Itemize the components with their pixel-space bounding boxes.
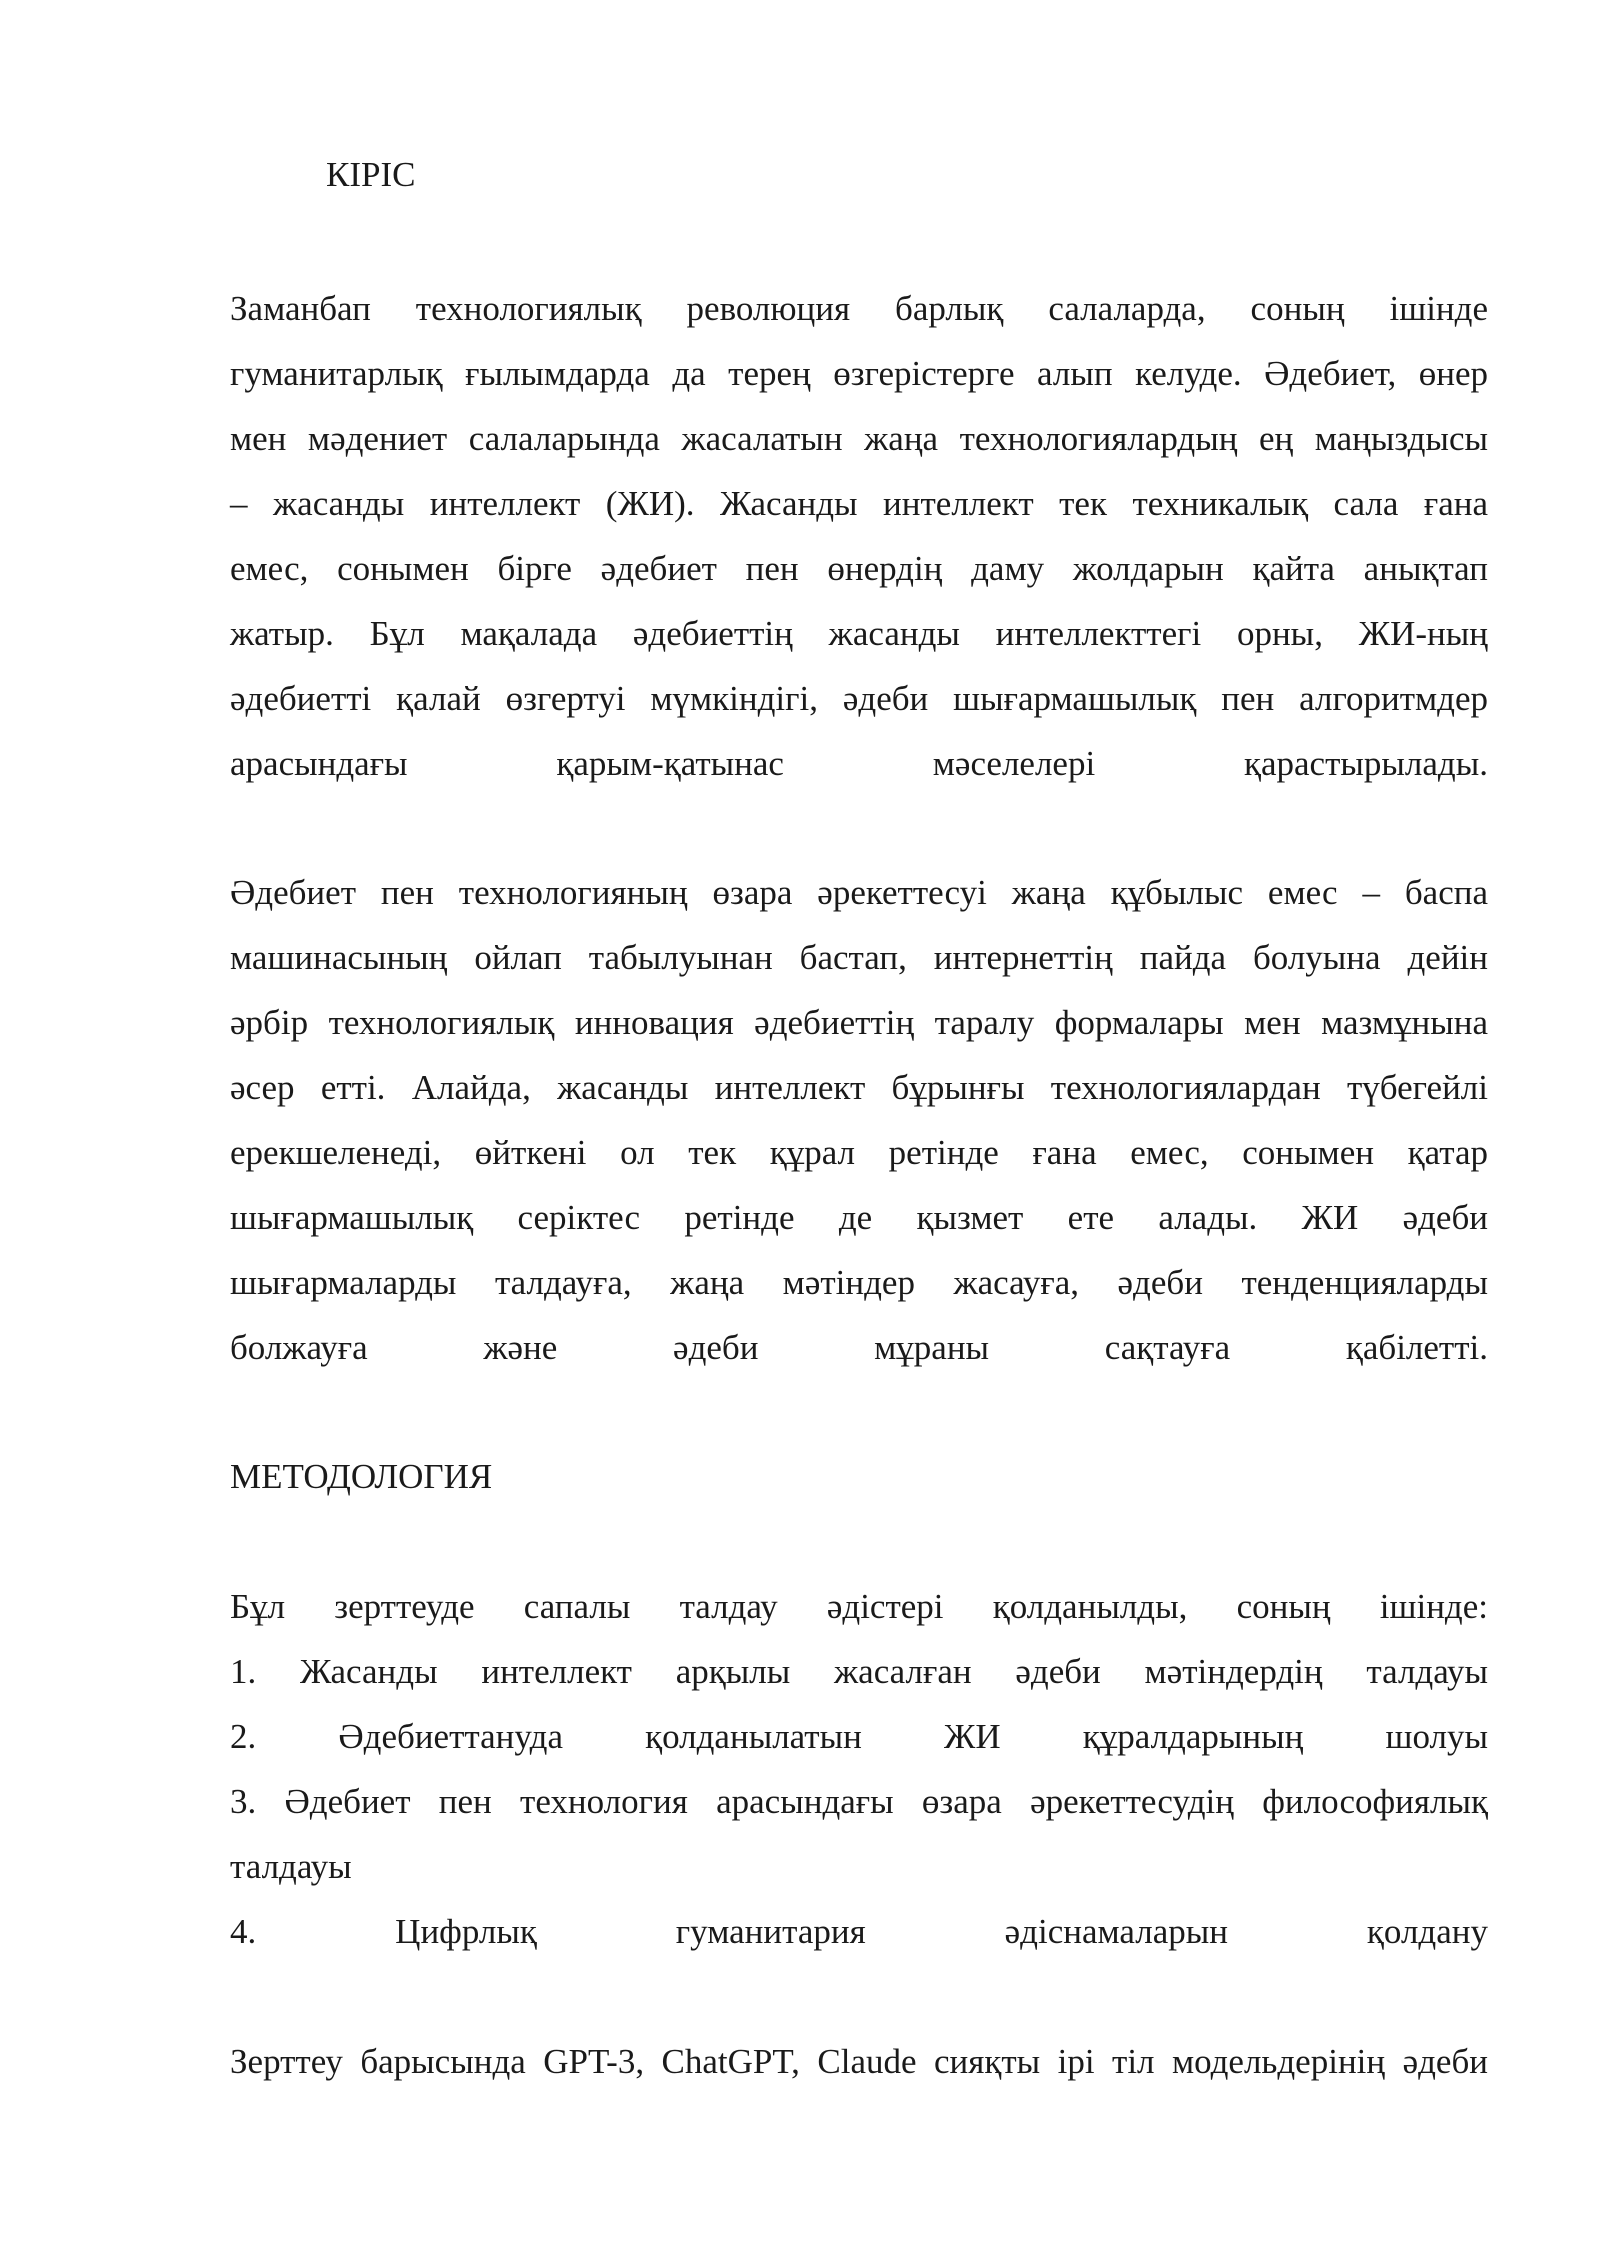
research-paragraph: [230, 2029, 1488, 2094]
methodology-heading: МЕТОДОЛОГИЯ: [230, 1457, 493, 1496]
intro-paragraph-2: [230, 860, 1488, 1380]
list-item: 4. Цифрлық гуманитария әдіснамаларын қолдану: [230, 1912, 1488, 1951]
list-item: 1. Жасанды интеллект арқылы жасалған әдеби мәтіндердің талдауы: [230, 1652, 1488, 1691]
list-item: 3. Әдебиет пен технология арасындағы өзара әрекеттесудің философиялық: [230, 1782, 1488, 1821]
text-line: Әдебиет пен технологияның өзара әрекеттесуі жаңа құбылыс емес – баспа: [230, 873, 1488, 912]
text-line: жатыр. Бұл мақалада әдебиеттің жасанды интеллекттегі орны, ЖИ-ның: [230, 614, 1488, 653]
text-line: шығармаларды талдауға, жаңа мәтіндер жасауға, әдеби тенденцияларды: [230, 1263, 1488, 1302]
text-line: ерекшеленеді, өйткені ол тек құрал ретінде ғана емес, сонымен қатар: [230, 1133, 1488, 1172]
text-line: болжауға және әдеби мұраны сақтауға қабілетті.: [230, 1328, 1488, 1367]
text-line: мен мәдениет салаларында жасалатын жаңа технологиялардың ең маңыздысы: [230, 419, 1488, 458]
text-line: әсер етті. Алайда, жасанды интеллект бұрынғы технологиялардан түбегейлі: [230, 1068, 1488, 1107]
text-line: арасындағы қарым-қатынас мәселелері қарастырылады.: [230, 744, 1488, 783]
list-item-continuation: талдауы: [230, 1847, 352, 1886]
intro-heading: КІРІС: [326, 155, 416, 194]
text-line: гуманитарлық ғылымдарда да терең өзгерістерге алып келуде. Әдебиет, өнер: [230, 354, 1488, 393]
intro-paragraph-1: [230, 276, 1488, 796]
list-item: 2. Әдебиеттануда қолданылатын ЖИ құралдарының шолуы: [230, 1717, 1488, 1756]
text-line: шығармашылық серіктес ретінде де қызмет ете алады. ЖИ әдеби: [230, 1198, 1488, 1237]
text-line: Заманбап технологиялық революция барлық салаларда, соның ішінде: [230, 289, 1488, 328]
text-line: Зерттеу барысында GPT-3, ChatGPT, Claude сияқты ірі тіл модельдерінің әдеби: [230, 2042, 1488, 2081]
text-line: әдебиетті қалай өзгертуі мүмкіндігі, әдеби шығармашылық пен алгоритмдер: [230, 679, 1488, 718]
text-line: әрбір технологиялық инновация әдебиеттің таралу формалары мен мазмұнына: [230, 1003, 1488, 1042]
text-line: машинасының ойлап табылуынан бастап, интернеттің пайда болуына дейін: [230, 938, 1488, 977]
text-line: Бұл зерттеуде сапалы талдау әдістері қолданылды, соның ішінде:: [230, 1587, 1488, 1626]
text-line: – жасанды интеллект (ЖИ). Жасанды интеллект тек техникалық сала ғана: [230, 484, 1488, 523]
text-line: емес, сонымен бірге әдебиет пен өнердің даму жолдарын қайта анықтап: [230, 549, 1488, 588]
methodology-paragraph: [230, 1574, 1488, 1964]
